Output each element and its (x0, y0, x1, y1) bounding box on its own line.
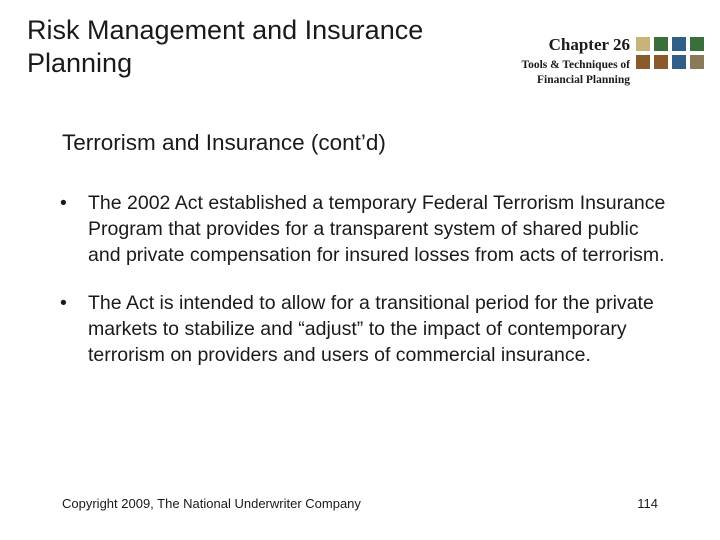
chapter-block (470, 34, 630, 88)
course-title: Risk Management and Insurance Planning (27, 15, 424, 78)
page-number: 114 (637, 496, 658, 511)
decorative-square (690, 37, 704, 51)
decorative-squares (636, 37, 716, 73)
decorative-square (690, 55, 704, 69)
decorative-square (672, 55, 686, 69)
bullet-marker: • (60, 292, 67, 314)
bullet-text: The 2002 Act established a temporary Federal Terrorism Insurance Program that provides for a transparent system of shared public and private compensation for insured losses from acts of terrorism. (88, 192, 666, 266)
chapter-label: Chapter 26 (548, 35, 630, 54)
decorative-square (636, 55, 650, 69)
bullet-list (58, 190, 668, 390)
bullet-text: The Act is intended to allow for a transitional period for the private markets to stabilize and “adjust” to the impact of contemporary terrorism on providers and users of commercial insurance. (88, 292, 654, 366)
slide-title: Terrorism and Insurance (cont’d) (62, 130, 386, 155)
chapter-subtitle-line2: Financial Planning (537, 74, 630, 86)
decorative-square (654, 55, 668, 69)
decorative-square (654, 37, 668, 51)
footer-copyright: Copyright 2009, The National Underwriter Company (62, 496, 361, 511)
bullet-item (58, 190, 668, 268)
chapter-subtitle-line1: Tools & Techniques of (521, 59, 630, 71)
decorative-square (636, 37, 650, 51)
decorative-square (672, 37, 686, 51)
bullet-marker: • (60, 192, 67, 214)
bullet-item (58, 290, 668, 368)
